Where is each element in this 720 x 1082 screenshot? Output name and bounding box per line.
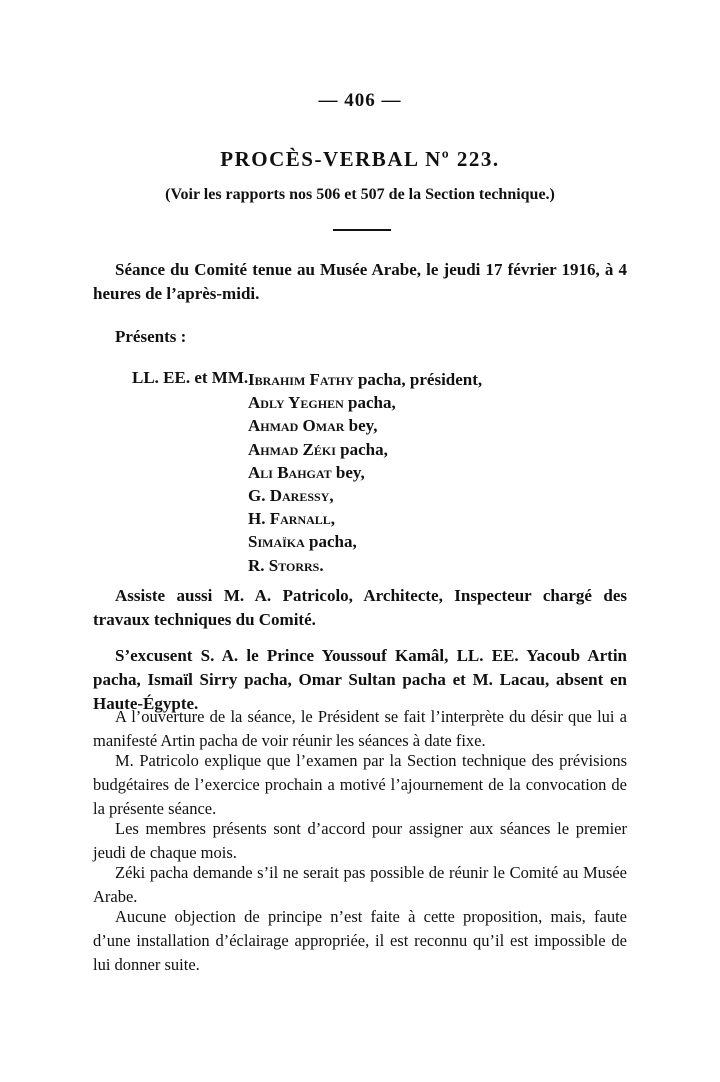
member-line (248, 554, 482, 577)
member-name: G. Daressy (248, 486, 330, 506)
member-line (248, 530, 482, 553)
member-line (248, 438, 482, 461)
document-title: PROCÈS-VERBAL Nº 223. (220, 147, 500, 171)
member-title: bey, (331, 462, 365, 482)
member-line (248, 507, 482, 530)
body-paragraph: Zéki pacha demande s’il ne serait pas possible de réunir le Comité au Musée Arabe. (93, 863, 627, 906)
member-line (248, 461, 482, 484)
excusent-paragraph: S’excusent S. A. le Prince Youssouf Kamâl, LL. EE. Yacoub Artin pacha, Ismaïl Sirry pacha, Omar Sultan pacha et M. Lacau, absent en Haute-Égypte. (93, 646, 627, 713)
body-paragraph: A l’ouverture de la séance, le Président se fait l’interprète du désir que lui a manifesté Artin pacha de voir réunir les séances à date fixe. (93, 707, 627, 750)
member-title: . (319, 555, 324, 575)
assiste-paragraph: Assiste aussi M. A. Patricolo, Architecte, Inspecteur chargé des travaux techniques du Comité. (93, 586, 627, 629)
member-title: pacha, (304, 532, 357, 552)
member-title: pacha, (335, 439, 388, 459)
member-name: Adly Yeghen (248, 393, 344, 413)
member-line (248, 368, 482, 391)
section-divider (333, 229, 391, 231)
member-name: Ali Bahgat (248, 462, 332, 482)
member-name: Ahmad Zéki (248, 439, 336, 459)
member-name: Ibrahim Fathy (248, 370, 354, 389)
member-title: , (329, 486, 334, 506)
member-name: H. Farnall (248, 509, 331, 529)
member-name: Ahmad Omar (248, 416, 345, 436)
member-name: Simaïka (248, 532, 305, 552)
member-line (248, 484, 482, 507)
body-paragraph: Aucune objection de principe n’est faite à cette proposition, mais, faute d’une installation d’éclairage appropriée, il est reconnu qu’il est impossible de lui donner suite. (93, 907, 627, 974)
member-line (248, 391, 482, 414)
document-subtitle: (Voir les rapports nos 506 et 507 de la Section technique.) (165, 186, 555, 203)
members-prefix: LL. EE. et MM. (132, 368, 249, 387)
member-title: bey, (344, 416, 378, 436)
intro-paragraph: Séance du Comité tenue au Musée Arabe, le jeudi 17 février 1916, à 4 heures de l’après-midi. (93, 260, 627, 303)
member-line (248, 414, 482, 437)
member-name: R. Storrs (248, 555, 320, 575)
members-list (248, 368, 482, 577)
member-title: pacha, (343, 393, 396, 413)
body-paragraph: M. Patricolo explique que l’examen par la Section technique des prévisions budgétaires de l’exercice prochain a motivé l’ajournement de la convocation de la présente séance. (93, 751, 627, 818)
page-number: — 406 — (318, 90, 402, 111)
member-title: pacha, président, (353, 370, 483, 389)
member-title: , (330, 509, 336, 529)
body-paragraph: Les membres présents sont d’accord pour assigner aux séances le premier jeudi de chaque mois. (93, 819, 627, 862)
presents-label: Présents : (115, 327, 187, 346)
